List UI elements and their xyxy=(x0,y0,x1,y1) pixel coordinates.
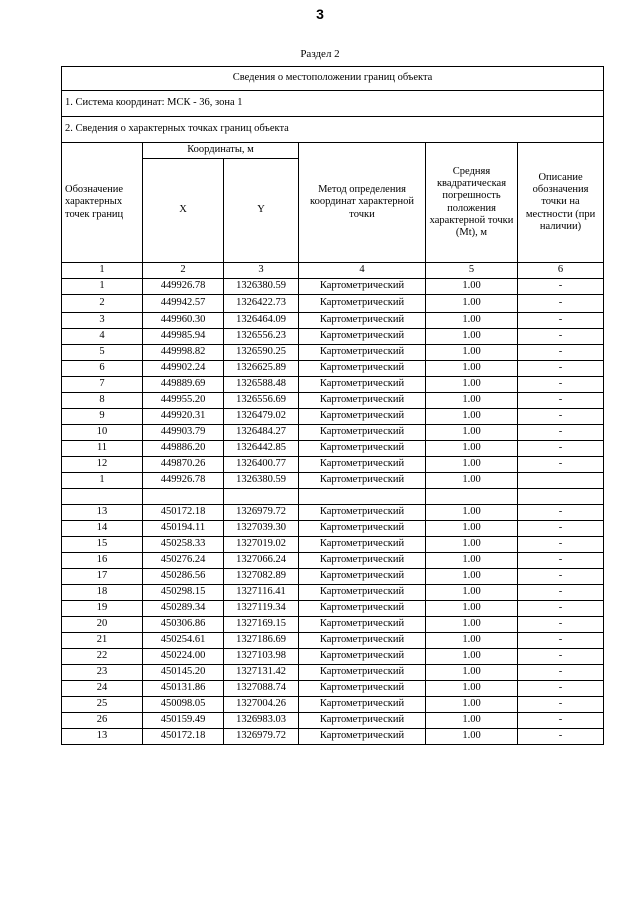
table-cell: - xyxy=(518,649,604,665)
table-cell: 1326479.02 xyxy=(224,409,299,425)
table-row xyxy=(62,279,604,295)
table-cell: 450131.86 xyxy=(143,681,224,697)
table-cell: 449960.30 xyxy=(143,313,224,329)
table-cell: 1.00 xyxy=(426,313,518,329)
table-cell: Картометрический xyxy=(299,569,426,585)
table-cell: 10 xyxy=(62,425,143,441)
table-cell: 1327066.24 xyxy=(224,553,299,569)
table-cell: 450258.33 xyxy=(143,537,224,553)
table-cell: 1.00 xyxy=(426,713,518,729)
table-cell: Картометрический xyxy=(299,295,426,313)
table-row xyxy=(62,617,604,633)
table-row xyxy=(62,633,604,649)
table-cell: - xyxy=(518,345,604,361)
table-cell: - xyxy=(518,425,604,441)
table-cell: 16 xyxy=(62,553,143,569)
table-cell: 1.00 xyxy=(426,649,518,665)
table-row xyxy=(62,313,604,329)
table-cell: 1326464.09 xyxy=(224,313,299,329)
table-cell: 449998.82 xyxy=(143,345,224,361)
table-cell: 18 xyxy=(62,585,143,601)
table-cell: Картометрический xyxy=(299,713,426,729)
table-cell: 1327103.98 xyxy=(224,649,299,665)
table-cell: 1.00 xyxy=(426,729,518,745)
boundary-points-table xyxy=(61,66,604,745)
table-cell: 1.00 xyxy=(426,585,518,601)
table-cell: 6 xyxy=(518,263,604,279)
table-cell: 450286.56 xyxy=(143,569,224,585)
table-row xyxy=(62,553,604,569)
table-cell: Картометрический xyxy=(299,649,426,665)
table-cell: 1.00 xyxy=(426,393,518,409)
table-cell: 9 xyxy=(62,409,143,425)
table-cell: 1327131.42 xyxy=(224,665,299,681)
table-cell: - xyxy=(518,697,604,713)
table-cell: 19 xyxy=(62,601,143,617)
table-cell: 2 xyxy=(143,263,224,279)
table-cell: Картометрический xyxy=(299,441,426,457)
table-cell: 450306.86 xyxy=(143,617,224,633)
table-row xyxy=(62,361,604,377)
table-cell: Картометрический xyxy=(299,521,426,537)
table-cell: 14 xyxy=(62,521,143,537)
table-cell: 1.00 xyxy=(426,425,518,441)
header-accuracy: Средняя квадратическая погрешность положения характерной точки (Mt), м xyxy=(426,143,518,263)
table-row xyxy=(62,457,604,473)
points-heading: 2. Сведения о характерных точках границ объекта xyxy=(62,117,604,143)
table-row xyxy=(62,521,604,537)
table-cell: 1327039.30 xyxy=(224,521,299,537)
table-cell: 1.00 xyxy=(426,521,518,537)
table-cell: 1326556.23 xyxy=(224,329,299,345)
table-row xyxy=(62,377,604,393)
table-cell xyxy=(62,489,143,505)
table-row xyxy=(62,505,604,521)
table-cell: 7 xyxy=(62,377,143,393)
table-cell: 3 xyxy=(224,263,299,279)
table-cell: 4 xyxy=(62,329,143,345)
table-cell: - xyxy=(518,633,604,649)
table-cell: 450159.49 xyxy=(143,713,224,729)
table-cell: 449870.26 xyxy=(143,457,224,473)
table-cell: 450098.05 xyxy=(143,697,224,713)
table-cell: - xyxy=(518,361,604,377)
table-cell: Картометрический xyxy=(299,457,426,473)
table-row xyxy=(62,537,604,553)
table-cell: 1.00 xyxy=(426,617,518,633)
table-cell: 1 xyxy=(62,473,143,489)
table-row xyxy=(62,649,604,665)
table-row xyxy=(62,345,604,361)
table-cell: 1.00 xyxy=(426,473,518,489)
table-row xyxy=(62,409,604,425)
table-cell: Картометрический xyxy=(299,473,426,489)
table-cell: 1327004.26 xyxy=(224,697,299,713)
table-cell: 13 xyxy=(62,505,143,521)
table-cell xyxy=(143,489,224,505)
table-cell: 449903.79 xyxy=(143,425,224,441)
table-cell: - xyxy=(518,521,604,537)
table-cell: 450276.24 xyxy=(143,553,224,569)
table-cell: 1326484.27 xyxy=(224,425,299,441)
table-cell: Картометрический xyxy=(299,585,426,601)
table-cell: 26 xyxy=(62,713,143,729)
table-cell: 450194.11 xyxy=(143,521,224,537)
table-cell: 1327082.89 xyxy=(224,569,299,585)
table-cell: Картометрический xyxy=(299,377,426,393)
table-cell: 450289.34 xyxy=(143,601,224,617)
table-cell: 1 xyxy=(62,263,143,279)
table-cell: 1327116.41 xyxy=(224,585,299,601)
table-cell: 450254.61 xyxy=(143,633,224,649)
table-cell: 25 xyxy=(62,697,143,713)
table-cell: 1326422.73 xyxy=(224,295,299,313)
table-cell: 12 xyxy=(62,457,143,473)
table-row xyxy=(62,697,604,713)
table-cell: - xyxy=(518,569,604,585)
table-row xyxy=(62,441,604,457)
table-cell: 1.00 xyxy=(426,329,518,345)
table-cell: Картометрический xyxy=(299,665,426,681)
table-title: Сведения о местоположении границ объекта xyxy=(62,67,604,91)
table-cell: Картометрический xyxy=(299,633,426,649)
table-cell: 449926.78 xyxy=(143,473,224,489)
table-cell: Картометрический xyxy=(299,601,426,617)
table-cell: - xyxy=(518,313,604,329)
table-cell xyxy=(518,473,604,489)
table-cell xyxy=(518,489,604,505)
table-cell: Картометрический xyxy=(299,345,426,361)
table-cell: 1326556.69 xyxy=(224,393,299,409)
table-cell: - xyxy=(518,537,604,553)
table-cell: 450224.00 xyxy=(143,649,224,665)
header-point-designation: Обозначение характерных точек границ xyxy=(62,143,143,263)
table-cell: - xyxy=(518,295,604,313)
table-row xyxy=(62,601,604,617)
table-row xyxy=(62,713,604,729)
table-cell: 17 xyxy=(62,569,143,585)
table-cell: 5 xyxy=(426,263,518,279)
coordinate-system: 1. Система координат: МСК - 36, зона 1 xyxy=(62,91,604,117)
table-cell: 1326625.89 xyxy=(224,361,299,377)
table-row xyxy=(62,665,604,681)
table-cell: - xyxy=(518,585,604,601)
table-cell: 1326380.59 xyxy=(224,473,299,489)
table-cell: 13 xyxy=(62,729,143,745)
header-y: Y xyxy=(224,159,299,263)
table-cell xyxy=(224,489,299,505)
table-cell: - xyxy=(518,713,604,729)
table-cell xyxy=(299,489,426,505)
table-cell: 1.00 xyxy=(426,601,518,617)
table-row xyxy=(62,295,604,313)
table-cell xyxy=(426,489,518,505)
table-cell: 449889.69 xyxy=(143,377,224,393)
table-cell: - xyxy=(518,681,604,697)
table-cell: 1.00 xyxy=(426,295,518,313)
table-cell: 1 xyxy=(62,279,143,295)
table-cell: 23 xyxy=(62,665,143,681)
section-label: Раздел 2 xyxy=(300,48,340,60)
table-cell: - xyxy=(518,617,604,633)
table-row xyxy=(62,729,604,745)
table-cell: 1326979.72 xyxy=(224,505,299,521)
table-cell: 449955.20 xyxy=(143,393,224,409)
table-cell: 1.00 xyxy=(426,505,518,521)
table-cell: Картометрический xyxy=(299,553,426,569)
header-description: Описание обозначения точки на местности (при наличии) xyxy=(518,143,604,263)
table-cell: 1327186.69 xyxy=(224,633,299,649)
table-cell: Картометрический xyxy=(299,681,426,697)
table-cell: - xyxy=(518,457,604,473)
table-cell: 5 xyxy=(62,345,143,361)
table-cell: - xyxy=(518,377,604,393)
table-cell: 449926.78 xyxy=(143,279,224,295)
table-cell: 11 xyxy=(62,441,143,457)
table-cell: Картометрический xyxy=(299,617,426,633)
table-cell: 8 xyxy=(62,393,143,409)
table-cell: - xyxy=(518,505,604,521)
table-cell: 1.00 xyxy=(426,441,518,457)
table-cell: 449985.94 xyxy=(143,329,224,345)
table-cell: 1.00 xyxy=(426,665,518,681)
separator-row xyxy=(62,489,604,505)
table-cell: 1326380.59 xyxy=(224,279,299,295)
table-cell: 1327019.02 xyxy=(224,537,299,553)
table-cell: 6 xyxy=(62,361,143,377)
table-cell: Картометрический xyxy=(299,729,426,745)
table-cell: 1.00 xyxy=(426,537,518,553)
table-cell: 449920.31 xyxy=(143,409,224,425)
table-cell: 4 xyxy=(299,263,426,279)
table-cell: 21 xyxy=(62,633,143,649)
table-cell: 1326442.85 xyxy=(224,441,299,457)
table-cell: Картометрический xyxy=(299,279,426,295)
table-cell: Картометрический xyxy=(299,313,426,329)
table-cell: 450145.20 xyxy=(143,665,224,681)
table-cell: 1.00 xyxy=(426,345,518,361)
table-cell: 1327119.34 xyxy=(224,601,299,617)
table-cell: 1.00 xyxy=(426,409,518,425)
table-cell: - xyxy=(518,441,604,457)
table-cell: - xyxy=(518,665,604,681)
table-cell: - xyxy=(518,601,604,617)
table-cell: 1.00 xyxy=(426,633,518,649)
table-cell: 3 xyxy=(62,313,143,329)
table-cell: 449942.57 xyxy=(143,295,224,313)
table-row xyxy=(62,425,604,441)
table-cell: - xyxy=(518,553,604,569)
table-cell: 1326983.03 xyxy=(224,713,299,729)
table-cell: 1.00 xyxy=(426,457,518,473)
table-cell: Картометрический xyxy=(299,361,426,377)
table-cell: 1326400.77 xyxy=(224,457,299,473)
table-cell: Картометрический xyxy=(299,697,426,713)
table-cell: 1326588.48 xyxy=(224,377,299,393)
table-row xyxy=(62,329,604,345)
table-cell: 1327169.15 xyxy=(224,617,299,633)
table-row xyxy=(62,393,604,409)
table-cell: Картометрический xyxy=(299,505,426,521)
table-row xyxy=(62,569,604,585)
header-x: X xyxy=(143,159,224,263)
table-cell: 1.00 xyxy=(426,569,518,585)
table-cell: 1326979.72 xyxy=(224,729,299,745)
table-cell: 450172.18 xyxy=(143,729,224,745)
table-cell: 1.00 xyxy=(426,681,518,697)
table-cell: 1.00 xyxy=(426,377,518,393)
table-cell: 1.00 xyxy=(426,361,518,377)
table-cell: 15 xyxy=(62,537,143,553)
table-row xyxy=(62,681,604,697)
table-cell: Картометрический xyxy=(299,393,426,409)
table-cell: - xyxy=(518,729,604,745)
table-cell: 22 xyxy=(62,649,143,665)
table-cell: 450298.15 xyxy=(143,585,224,601)
table-cell: 1327088.74 xyxy=(224,681,299,697)
table-cell: - xyxy=(518,393,604,409)
table-cell: Картометрический xyxy=(299,409,426,425)
table-cell: 20 xyxy=(62,617,143,633)
table-cell: Картометрический xyxy=(299,425,426,441)
table-row xyxy=(62,585,604,601)
column-number-row xyxy=(62,263,604,279)
table-cell: 1.00 xyxy=(426,697,518,713)
table-cell: - xyxy=(518,279,604,295)
table-cell: Картометрический xyxy=(299,329,426,345)
table-cell: 1.00 xyxy=(426,279,518,295)
table-cell: 449886.20 xyxy=(143,441,224,457)
table-cell: 1326590.25 xyxy=(224,345,299,361)
table-cell: - xyxy=(518,409,604,425)
page-number: 3 xyxy=(316,6,324,22)
table-cell: 450172.18 xyxy=(143,505,224,521)
header-coordinates: Координаты, м xyxy=(143,143,299,159)
table-cell: 449902.24 xyxy=(143,361,224,377)
table-row xyxy=(62,473,604,489)
table-cell: Картометрический xyxy=(299,537,426,553)
table-cell: 1.00 xyxy=(426,553,518,569)
table-cell: 24 xyxy=(62,681,143,697)
header-method: Метод определения координат характерной точки xyxy=(299,143,426,263)
table-cell: 2 xyxy=(62,295,143,313)
table-cell: - xyxy=(518,329,604,345)
